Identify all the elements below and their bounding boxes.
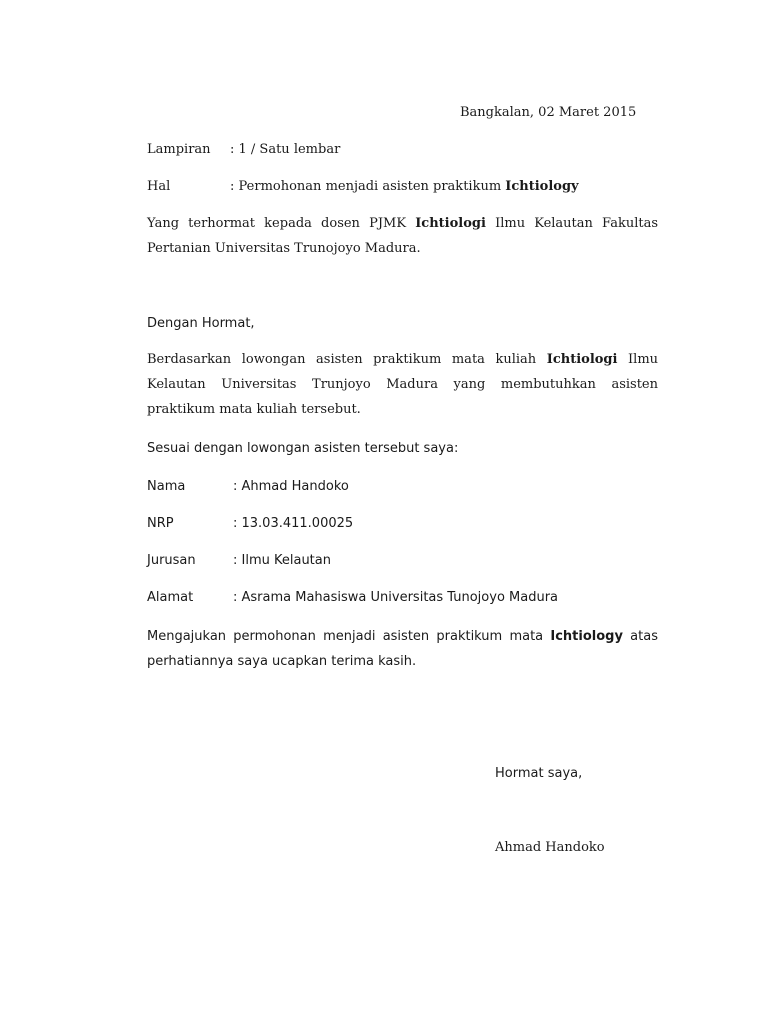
paragraph-3-text-1: Mengajukan permohonan menjadi asisten praktikum mata: [147, 629, 551, 644]
alamat-label: Alamat: [147, 590, 194, 605]
addressee-bold: Ichtiologi: [415, 216, 486, 231]
paragraph-2: Sesuai dengan lowongan asisten tersebut saya:: [147, 441, 459, 456]
place-date: Bangkalan, 02 Maret 2015: [460, 105, 637, 120]
hal-value-text: : Permohonan menjadi asisten praktikum: [230, 179, 506, 194]
addressee-text-2: Ilmu Kelautan Fakultas Pertanian Universitas Trunojoyo Madura.: [147, 216, 659, 256]
addressee: [147, 211, 658, 261]
nrp-label: NRP: [147, 516, 174, 531]
jurusan-value: : Ilmu Kelautan: [233, 553, 331, 568]
hal-label: Hal: [147, 179, 171, 194]
addressee-text-1: Yang terhormat kepada dosen PJMK: [147, 216, 416, 231]
hal-value: [230, 179, 579, 195]
paragraph-1: [147, 347, 658, 422]
paragraph-3-text-2: atas perhatiannya saya ucapkan terima kasih.: [147, 629, 658, 669]
paragraph-1-text-2: Ilmu Kelautan Universitas Trunjoyo Madura yang membutuhkan asisten praktikum mata kuliah tersebut.: [147, 352, 659, 417]
signer-name: Ahmad Handoko: [495, 840, 605, 855]
paragraph-1-bold: Ichtiologi: [546, 352, 618, 367]
hal-value-bold: Ichtiology: [505, 179, 579, 194]
greeting: Dengan Hormat,: [147, 316, 255, 331]
paragraph-1-text-1: Berdasarkan lowongan asisten praktikum mata kuliah: [147, 352, 547, 367]
lampiran-label: Lampiran: [147, 142, 211, 157]
paragraph-3-bold: Ichtiology: [550, 629, 623, 644]
nama-value: : Ahmad Handoko: [233, 479, 349, 494]
nama-label: Nama: [147, 479, 186, 494]
paragraph-3: [147, 624, 658, 674]
jurusan-label: Jurusan: [147, 553, 196, 568]
lampiran-value: : 1 / Satu lembar: [230, 142, 341, 157]
alamat-value: : Asrama Mahasiswa Universitas Tunojoyo Madura: [233, 590, 559, 605]
nrp-value: : 13.03.411.00025: [233, 516, 354, 531]
closing: Hormat saya,: [495, 766, 583, 781]
